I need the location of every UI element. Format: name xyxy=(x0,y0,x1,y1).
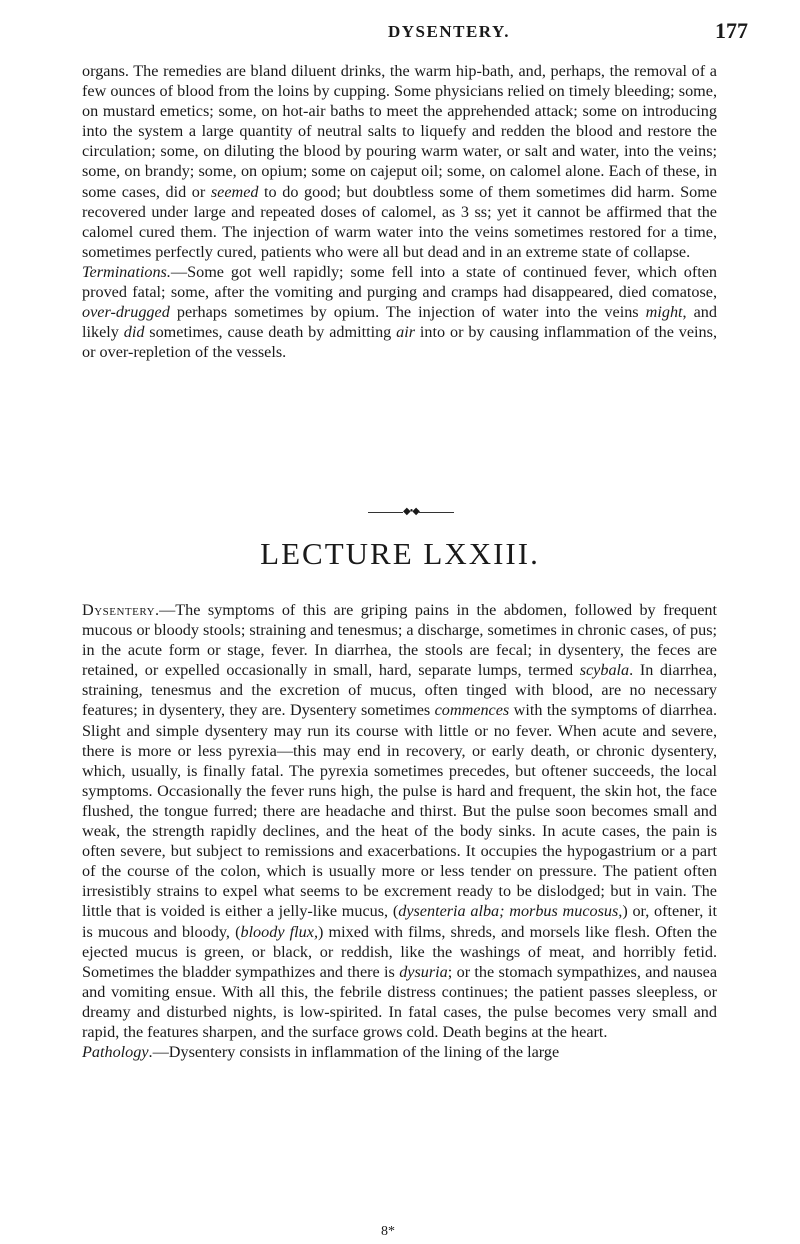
italic-term: did xyxy=(123,323,145,342)
section-divider-ornament xyxy=(368,506,454,517)
italic-term: might xyxy=(645,303,683,322)
continuation-block xyxy=(82,61,717,362)
small-caps-term: Dysentery xyxy=(82,601,156,619)
italic-term: commences xyxy=(434,701,510,720)
text-run: .—Dysentery consists in inflammation of the lining of the large xyxy=(148,1043,560,1062)
italic-term: Pathology xyxy=(82,1043,149,1062)
paragraph-remedies xyxy=(82,61,717,262)
divider-rule-right xyxy=(419,512,454,513)
text-run: ) mixed with films, shreds, and morsels like flesh. Often the ejected mucus is green, or black, or reddish, like the washings of meat, and horribly fetid. Sometimes the bladder sympathizes and there is xyxy=(82,922,717,981)
italic-term: air xyxy=(396,323,416,342)
italic-term: dysuria xyxy=(399,962,448,981)
divider-rule-left xyxy=(368,512,403,513)
lecture-body xyxy=(82,600,717,1062)
text-run: ) or, oftener, it is mucous and bloody, ( xyxy=(82,902,717,941)
italic-term: dysenteria alba; morbus mucosus, xyxy=(398,902,623,921)
italic-term: bloody flux, xyxy=(240,922,318,941)
text-run: with the symptoms of diarrhea. Slight and simple dysentery may run its course with little or no fever. When acute and severe, there is more or less pyrexia—this may end in recovery, or early death, or chronic dysentery, which, usually, is finally fatal. The pyrexia sometimes precedes, but oftener succeeds, the local symptoms. Occasionally the fever runs high, the pulse is hard and frequent, the skin hot, the face flushed, the tongue furred; there are headache and thirst. But the pulse soon becomes small and weak, the strength rapidly declines, and the heat of the body sinks. In acute cases, the pain is often severe, but subject to remissions and exacerbations. It occupies the hypogastrium or a part of the course of the colon, which is usually more or less tender on pressure. The patient often irresistibly strains to expel what seems to be excrement ready to be dislodged; but in vain. The little that is voided is either a jelly-like mucus, ( xyxy=(82,701,717,921)
paragraph-pathology xyxy=(82,1042,717,1062)
paragraph-dysentery xyxy=(82,600,717,1042)
text-run: ; or the stomach sympathizes, and nausea and vomiting ensue. With all this, the febrile distress continues; the patient passes sleepless, or dreamy and disturbed nights, is low-spirited. In fatal cases, the pulse becomes very small and rapid, the features sharpen, and the surface grows cold. Death begins at the heart. xyxy=(82,962,717,1041)
signature-mark: 8* xyxy=(381,1224,395,1239)
running-head xyxy=(0,16,800,46)
paragraph-terminations xyxy=(82,262,717,362)
text-run: sometimes, cause death by admitting xyxy=(144,323,397,342)
text-run: .—The symptoms of this are griping pains in the abdomen, followed by frequent mucous or bloody stools; straining and tenesmus; a discharge, sometimes in chronic cases, of pus; in the acute form or stage, fever. In diarrhea, the stools are fecal; in dysentery, the feces are retained, or expelled occasionally in small, hard, separate lumps, termed xyxy=(82,601,717,680)
italic-term: seemed xyxy=(210,182,259,201)
page-number: 177 xyxy=(715,18,748,43)
diamond-ornament-icon: ◆•◆ xyxy=(403,506,419,517)
text-run: perhaps sometimes by opium. The injection of water into the veins xyxy=(169,303,646,322)
text-run: to do good; but doubtless some of them sometimes did harm. Some recovered under large and repeated doses of calomel, as 3 ss; yet it cannot be affirmed that the calomel cured them. The injection of warm water into the veins sometimes restored for a time, sometimes perfectly cured, patients who were all but dead and in an extreme state of collapse. xyxy=(82,182,717,261)
text-run: into or by causing inflammation of the veins, or over-repletion of the vessels. xyxy=(82,323,717,362)
italic-term: Terminations. xyxy=(82,262,171,281)
lecture-heading: LECTURE LXXIII. xyxy=(260,536,540,571)
text-run: —Some got well rapidly; some fell into a state of continued fever, which often proved fatal; some, after the vomiting and purging and cramps had disappeared, died comatose, xyxy=(82,262,717,302)
running-title: DYSENTERY. xyxy=(388,22,510,41)
italic-term: over-drugged xyxy=(82,303,170,322)
italic-term: scybala xyxy=(579,661,630,680)
text-run: organs. The remedies are bland diluent drinks, the warm hip-bath, and, perhaps, the removal of a few ounces of blood from the loins by cupping. Some physicians relied on timely bleeding; some, on mustard emetics; some, on hot-air baths to meet the apprehended attack; some on introducing into the system a large quantity of neutral salts to liquefy and redden the blood and restore the circulation; some, on diluting the blood by pouring warm water, or salt and water, into the veins; some, on brandy; some, on opium; some on cajeput oil; some, on calomel alone. Each of these, in some cases, did or xyxy=(82,62,717,201)
text-run: , and likely xyxy=(82,303,717,342)
text-run: . In diarrhea, straining, tenesmus and the excretion of mucus, often tinged with blood, are no necessary features; in dysentery, they are. Dysentery sometimes xyxy=(82,661,717,720)
